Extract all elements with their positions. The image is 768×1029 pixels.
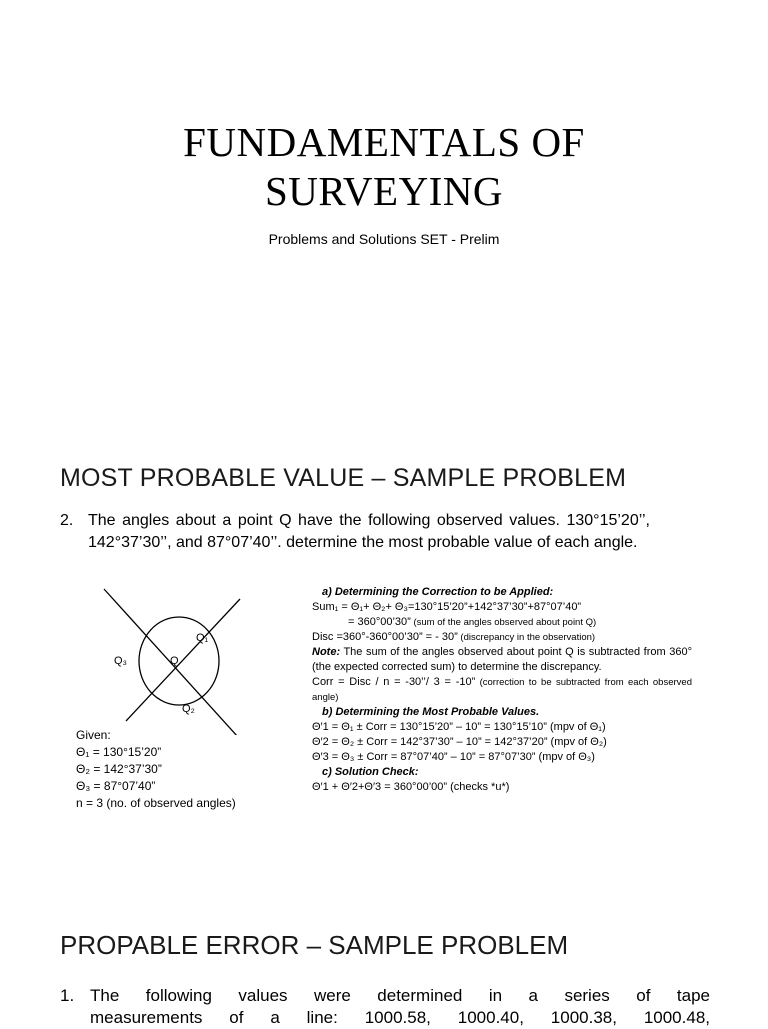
disc-line: Disc =360°-360°00’30” = - 30” xyxy=(312,631,458,643)
solution-check: Θ′1 + Θ′2+Θ′3 = 360°00’00” (checks *u*) xyxy=(312,781,510,793)
note-text: The sum of the angles observed about point Q is subtracted from 360° (the expected corrected sum) to determine the discrepancy. xyxy=(312,646,692,673)
given-n: n = 3 (no. of observed angles) xyxy=(76,796,236,810)
corr-line: Corr = Disc / n = -30’’/ 3 = -10” xyxy=(312,676,476,688)
solution-block xyxy=(312,585,692,795)
sum-result: = 360°00’30” xyxy=(348,616,411,628)
given-theta-1: Θ₁ = 130°15’20” xyxy=(76,745,162,759)
problem-text: The angles about a point Q have the following observed values. 130°15’20’’, 142°37’30’’, and 87°07’40’’. determine the most probable value of each angle. xyxy=(88,512,650,551)
note-paragraph xyxy=(312,645,692,675)
section-heading-mpv: MOST PROBABLE VALUE – SAMPLE PROBLEM xyxy=(60,464,627,492)
document-subtitle: Problems and Solutions SET - Prelim xyxy=(268,231,500,247)
given-values xyxy=(76,727,266,812)
mpv-2: Θ′2 = Θ₂ ± Corr = 142°37’30” – 10” = 142°37’20” (mpv of Θ₂) xyxy=(312,736,607,748)
diagram-circle xyxy=(139,617,219,705)
label-q2: Q₂ xyxy=(182,703,195,715)
step-c-heading: c) Solution Check: xyxy=(322,766,419,778)
problem-statement-2 xyxy=(60,985,710,1029)
label-q1: Q₁ xyxy=(196,632,209,644)
problem-2-line-1: The following values were determined in a series of tape xyxy=(90,986,710,1005)
given-theta-2: Θ₂ = 142°37’30” xyxy=(76,762,162,776)
mpv-1: Θ′1 = Θ₁ ± Corr = 130°15’20” – 10” = 130°15’10” (mpv of Θ₁) xyxy=(312,721,606,733)
title-line-2: SURVEYING xyxy=(264,168,504,214)
mpv-3: Θ′3 = Θ₃ ± Corr = 87°07’40” – 10” = 87°07’30” (mpv of Θ₃) xyxy=(312,751,595,763)
label-q: Q xyxy=(170,655,179,667)
problem-statement xyxy=(60,510,650,554)
label-q3: Q₃ xyxy=(114,655,128,667)
title-line-1: FUNDAMENTALS OF xyxy=(183,119,585,165)
note-label: Note: xyxy=(312,646,341,658)
document-title xyxy=(0,118,768,216)
problem-2-line-2: measurements of a line: 1000.58, 1000.40, 1000.38, 1000.48, xyxy=(90,1008,710,1027)
problem-number: 2. xyxy=(60,512,74,529)
given-theta-3: Θ₃ = 87°07’40” xyxy=(76,779,156,793)
step-a-heading: a) Determining the Correction to be Applied: xyxy=(322,586,554,598)
given-heading: Given: xyxy=(76,728,111,742)
sum-note: (sum of the angles observed about point Q) xyxy=(410,617,597,628)
disc-note: (discrepancy in the observation) xyxy=(457,632,596,643)
corr-note: (correction to be subtracted from each observed angle) xyxy=(312,677,692,703)
step-b-heading: b) Determining the Most Probable Values. xyxy=(322,706,540,718)
problem-2-number: 1. xyxy=(60,986,75,1005)
sum-line: Sum₁ = Θ₁+ Θ₂+ Θ₃=130°15’20”+142°37’30”+87°07’40” xyxy=(312,601,582,613)
section-heading-probable-error: PROPABLE ERROR – SAMPLE PROBLEM xyxy=(60,930,569,960)
angle-diagram xyxy=(98,585,248,735)
